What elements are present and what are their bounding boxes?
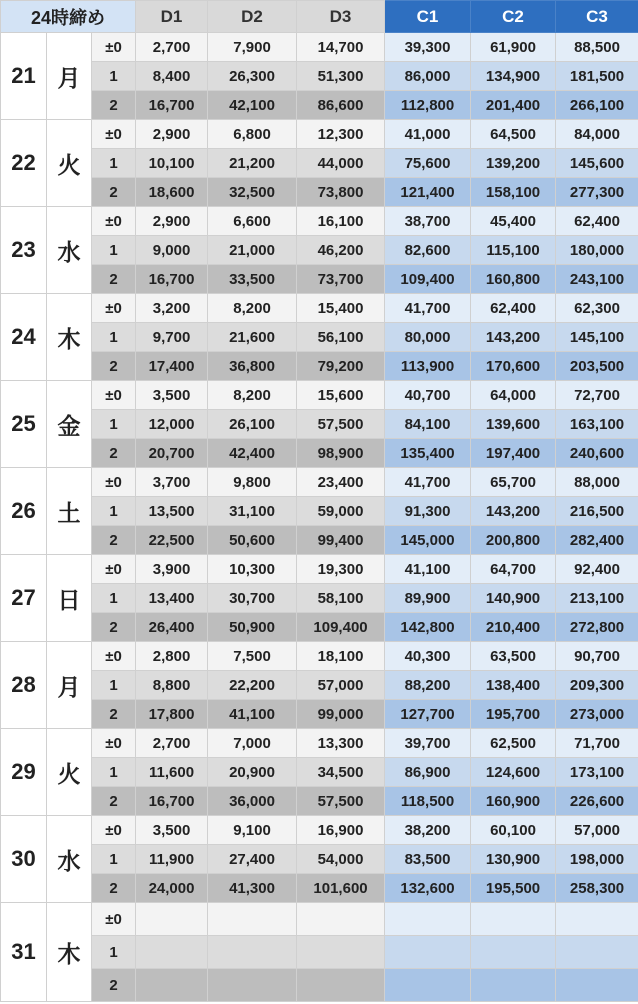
day-of-week: 水: [47, 816, 92, 903]
cell-c1: [385, 903, 471, 936]
cell-d3: 109,400: [297, 613, 385, 642]
table-row: [1, 936, 638, 969]
cell-c3: 90,700: [556, 642, 638, 671]
table-row: [1, 33, 638, 62]
offset-label: 1: [92, 845, 136, 874]
offset-label: ±0: [92, 903, 136, 936]
cell-d2: 42,100: [208, 91, 297, 120]
day-of-week: 日: [47, 555, 92, 642]
day-number: 31: [1, 903, 47, 1002]
cell-c1: 75,600: [385, 149, 471, 178]
cell-d3: 13,300: [297, 729, 385, 758]
cell-d2: 6,600: [208, 207, 297, 236]
cell-d2: 31,100: [208, 497, 297, 526]
cell-c2: 197,400: [471, 439, 556, 468]
cell-c1: 135,400: [385, 439, 471, 468]
cell-c2: 115,100: [471, 236, 556, 265]
cell-d1: 22,500: [136, 526, 208, 555]
offset-label: 2: [92, 969, 136, 1002]
cell-d1: 9,700: [136, 323, 208, 352]
cell-c1: 41,100: [385, 555, 471, 584]
table-row: [1, 613, 638, 642]
table-row: [1, 700, 638, 729]
cell-d3: 99,400: [297, 526, 385, 555]
cell-c2: 45,400: [471, 207, 556, 236]
day-of-week: 水: [47, 207, 92, 294]
cell-d1: 3,500: [136, 381, 208, 410]
cell-c3: 243,100: [556, 265, 638, 294]
cell-d1: 24,000: [136, 874, 208, 903]
table-row: [1, 62, 638, 91]
day-of-week: 火: [47, 120, 92, 207]
offset-label: 2: [92, 874, 136, 903]
cell-d2: 41,100: [208, 700, 297, 729]
cell-d1: 13,500: [136, 497, 208, 526]
cell-c3: 62,400: [556, 207, 638, 236]
cell-d3: 58,100: [297, 584, 385, 613]
table-body: [1, 33, 638, 1002]
cell-d1: [136, 969, 208, 1002]
offset-label: 1: [92, 758, 136, 787]
table-row: [1, 207, 638, 236]
cell-d3: 15,400: [297, 294, 385, 323]
table-row: [1, 381, 638, 410]
cell-d3: 59,000: [297, 497, 385, 526]
cell-c1: 86,000: [385, 62, 471, 91]
offset-label: 2: [92, 526, 136, 555]
cell-d2: 10,300: [208, 555, 297, 584]
cell-c3: 62,300: [556, 294, 638, 323]
cell-c3: [556, 969, 638, 1002]
cell-d2: 26,100: [208, 410, 297, 439]
cell-c3: 71,700: [556, 729, 638, 758]
cell-d2: 21,600: [208, 323, 297, 352]
cell-d1: 2,800: [136, 642, 208, 671]
offset-label: 1: [92, 671, 136, 700]
cell-d2: 20,900: [208, 758, 297, 787]
table-row: [1, 758, 638, 787]
cell-c3: 266,100: [556, 91, 638, 120]
cell-c3: 240,600: [556, 439, 638, 468]
cell-d2: 21,000: [208, 236, 297, 265]
cell-c2: 138,400: [471, 671, 556, 700]
table-row: [1, 265, 638, 294]
offset-label: ±0: [92, 816, 136, 845]
cell-d1: 3,200: [136, 294, 208, 323]
day-of-week: 木: [47, 294, 92, 381]
cell-c2: 160,800: [471, 265, 556, 294]
offset-label: 2: [92, 352, 136, 381]
cell-d2: 22,200: [208, 671, 297, 700]
column-header-d3: D3: [297, 1, 385, 33]
offset-label: 2: [92, 700, 136, 729]
cell-c2: 170,600: [471, 352, 556, 381]
table-row: [1, 671, 638, 700]
cell-c3: 282,400: [556, 526, 638, 555]
cell-c1: 91,300: [385, 497, 471, 526]
cell-d2: 8,200: [208, 381, 297, 410]
cell-c2: 60,100: [471, 816, 556, 845]
cell-d3: [297, 969, 385, 1002]
offset-label: ±0: [92, 729, 136, 758]
cell-d1: 16,700: [136, 265, 208, 294]
cell-c2: 210,400: [471, 613, 556, 642]
day-number: 25: [1, 381, 47, 468]
cell-d2: 6,800: [208, 120, 297, 149]
cell-c1: 112,800: [385, 91, 471, 120]
cell-c3: 163,100: [556, 410, 638, 439]
offset-label: 2: [92, 178, 136, 207]
cell-d1: 16,700: [136, 787, 208, 816]
cell-c1: 109,400: [385, 265, 471, 294]
cell-c3: 277,300: [556, 178, 638, 207]
cell-d1: 2,700: [136, 729, 208, 758]
offset-label: ±0: [92, 555, 136, 584]
cell-d3: 57,500: [297, 410, 385, 439]
cell-c2: 201,400: [471, 91, 556, 120]
cell-d2: 7,500: [208, 642, 297, 671]
cell-c2: 63,500: [471, 642, 556, 671]
table-row: [1, 526, 638, 555]
cell-d1: [136, 903, 208, 936]
cell-d3: 18,100: [297, 642, 385, 671]
day-number: 22: [1, 120, 47, 207]
column-header-c2: C2: [471, 1, 556, 33]
cell-d1: 16,700: [136, 91, 208, 120]
cell-c2: 62,400: [471, 294, 556, 323]
cell-d3: 86,600: [297, 91, 385, 120]
cell-d1: 3,900: [136, 555, 208, 584]
offset-label: 2: [92, 787, 136, 816]
cell-d2: [208, 903, 297, 936]
cell-d2: 36,000: [208, 787, 297, 816]
table-row: [1, 294, 638, 323]
cell-c2: [471, 936, 556, 969]
cell-d3: 51,300: [297, 62, 385, 91]
cell-c3: 88,000: [556, 468, 638, 497]
cell-c1: 38,200: [385, 816, 471, 845]
cell-d3: 15,600: [297, 381, 385, 410]
table-row: [1, 149, 638, 178]
cell-c2: 61,900: [471, 33, 556, 62]
table-row: [1, 439, 638, 468]
cell-c1: 118,500: [385, 787, 471, 816]
cell-c3: 145,600: [556, 149, 638, 178]
corner-header: 24時締め: [1, 1, 136, 33]
column-header-d1: D1: [136, 1, 208, 33]
cell-d3: 19,300: [297, 555, 385, 584]
day-of-week: 月: [47, 642, 92, 729]
cell-d3: 46,200: [297, 236, 385, 265]
cell-c1: 80,000: [385, 323, 471, 352]
cell-c2: 64,000: [471, 381, 556, 410]
cell-c1: 41,700: [385, 468, 471, 497]
table-row: [1, 816, 638, 845]
cell-c3: 88,500: [556, 33, 638, 62]
table-row: [1, 323, 638, 352]
day-of-week: 土: [47, 468, 92, 555]
cell-c1: 142,800: [385, 613, 471, 642]
cell-d1: 2,700: [136, 33, 208, 62]
cell-c2: 64,700: [471, 555, 556, 584]
cell-c1: 38,700: [385, 207, 471, 236]
cell-d2: 42,400: [208, 439, 297, 468]
cell-d1: 8,400: [136, 62, 208, 91]
cell-d1: 10,100: [136, 149, 208, 178]
table-row: [1, 468, 638, 497]
cell-d3: [297, 903, 385, 936]
cell-c3: 226,600: [556, 787, 638, 816]
cell-c2: 130,900: [471, 845, 556, 874]
cell-c3: 272,800: [556, 613, 638, 642]
offset-label: 1: [92, 62, 136, 91]
cell-d2: 50,900: [208, 613, 297, 642]
table-row: [1, 91, 638, 120]
table-row: [1, 845, 638, 874]
cell-d1: 17,800: [136, 700, 208, 729]
cell-d3: 23,400: [297, 468, 385, 497]
cell-d1: 8,800: [136, 671, 208, 700]
cell-c1: 86,900: [385, 758, 471, 787]
cell-c1: 40,700: [385, 381, 471, 410]
cell-d3: 14,700: [297, 33, 385, 62]
day-of-week: 木: [47, 903, 92, 1002]
table-row: [1, 555, 638, 584]
cell-d3: 99,000: [297, 700, 385, 729]
cell-d3: 12,300: [297, 120, 385, 149]
header-row: [1, 1, 638, 33]
cell-d2: 26,300: [208, 62, 297, 91]
cell-c2: 195,500: [471, 874, 556, 903]
cell-c1: 132,600: [385, 874, 471, 903]
cell-d1: 11,900: [136, 845, 208, 874]
cell-c1: 121,400: [385, 178, 471, 207]
cell-d2: 41,300: [208, 874, 297, 903]
cell-c2: 143,200: [471, 323, 556, 352]
cell-c2: 200,800: [471, 526, 556, 555]
offset-label: 1: [92, 149, 136, 178]
cell-c2: 139,600: [471, 410, 556, 439]
table-row: [1, 236, 638, 265]
cell-d2: 50,600: [208, 526, 297, 555]
cell-c3: 84,000: [556, 120, 638, 149]
cell-d3: 73,700: [297, 265, 385, 294]
cell-c3: 173,100: [556, 758, 638, 787]
table-row: [1, 497, 638, 526]
cell-c2: 139,200: [471, 149, 556, 178]
cell-c3: 216,500: [556, 497, 638, 526]
cell-c3: 57,000: [556, 816, 638, 845]
cell-c3: 181,500: [556, 62, 638, 91]
day-of-week: 火: [47, 729, 92, 816]
cell-c2: 158,100: [471, 178, 556, 207]
cell-c1: 88,200: [385, 671, 471, 700]
table-row: [1, 874, 638, 903]
cell-c2: 62,500: [471, 729, 556, 758]
offset-label: 2: [92, 439, 136, 468]
day-number: 29: [1, 729, 47, 816]
cell-d1: 17,400: [136, 352, 208, 381]
cell-c1: [385, 969, 471, 1002]
cell-c3: 180,000: [556, 236, 638, 265]
offset-label: 2: [92, 613, 136, 642]
table-row: [1, 120, 638, 149]
cell-c1: 41,700: [385, 294, 471, 323]
cell-c2: 140,900: [471, 584, 556, 613]
day-of-week: 月: [47, 33, 92, 120]
cell-d2: 21,200: [208, 149, 297, 178]
day-number: 30: [1, 816, 47, 903]
cell-d2: 27,400: [208, 845, 297, 874]
cell-d2: 33,500: [208, 265, 297, 294]
cell-d2: 32,500: [208, 178, 297, 207]
cell-c1: 84,100: [385, 410, 471, 439]
cell-d1: 3,700: [136, 468, 208, 497]
offset-label: ±0: [92, 294, 136, 323]
cell-d1: 3,500: [136, 816, 208, 845]
offset-label: 1: [92, 584, 136, 613]
cell-d1: 12,000: [136, 410, 208, 439]
column-header-d2: D2: [208, 1, 297, 33]
day-number: 24: [1, 294, 47, 381]
cell-d1: [136, 936, 208, 969]
day-number: 23: [1, 207, 47, 294]
cell-c2: 143,200: [471, 497, 556, 526]
cell-c3: 258,300: [556, 874, 638, 903]
cell-d1: 9,000: [136, 236, 208, 265]
cell-d1: 2,900: [136, 207, 208, 236]
cell-d2: 8,200: [208, 294, 297, 323]
cell-c1: 82,600: [385, 236, 471, 265]
cell-d2: 30,700: [208, 584, 297, 613]
cell-c2: 160,900: [471, 787, 556, 816]
offset-label: 1: [92, 936, 136, 969]
cell-c1: 41,000: [385, 120, 471, 149]
cell-d2: 7,900: [208, 33, 297, 62]
offset-label: 1: [92, 497, 136, 526]
cell-c3: 92,400: [556, 555, 638, 584]
column-header-c3: C3: [556, 1, 638, 33]
cell-d3: 57,000: [297, 671, 385, 700]
cell-d3: 57,500: [297, 787, 385, 816]
cell-c1: 113,900: [385, 352, 471, 381]
cell-c2: [471, 969, 556, 1002]
cell-d2: [208, 969, 297, 1002]
offset-label: ±0: [92, 381, 136, 410]
cell-d3: 101,600: [297, 874, 385, 903]
cell-d2: 9,100: [208, 816, 297, 845]
day-of-week: 金: [47, 381, 92, 468]
cell-d2: 36,800: [208, 352, 297, 381]
cell-d3: 54,000: [297, 845, 385, 874]
cell-d3: 44,000: [297, 149, 385, 178]
offset-label: ±0: [92, 207, 136, 236]
cell-c1: 89,900: [385, 584, 471, 613]
cell-d3: 16,900: [297, 816, 385, 845]
cell-d3: 16,100: [297, 207, 385, 236]
cell-d2: 7,000: [208, 729, 297, 758]
cell-c1: 39,700: [385, 729, 471, 758]
cell-c2: 195,700: [471, 700, 556, 729]
cell-c2: [471, 903, 556, 936]
cell-d3: 98,900: [297, 439, 385, 468]
cell-d3: [297, 936, 385, 969]
offset-label: ±0: [92, 468, 136, 497]
cell-d1: 2,900: [136, 120, 208, 149]
cell-c3: [556, 903, 638, 936]
cell-c3: 198,000: [556, 845, 638, 874]
offset-label: 1: [92, 323, 136, 352]
table-row: [1, 642, 638, 671]
cell-d1: 18,600: [136, 178, 208, 207]
cell-d3: 73,800: [297, 178, 385, 207]
column-header-c1: C1: [385, 1, 471, 33]
cell-c2: 124,600: [471, 758, 556, 787]
cell-c3: 145,100: [556, 323, 638, 352]
day-number: 28: [1, 642, 47, 729]
day-number: 26: [1, 468, 47, 555]
cell-d2: 9,800: [208, 468, 297, 497]
table-row: [1, 729, 638, 758]
offset-label: 1: [92, 236, 136, 265]
cell-c3: 213,100: [556, 584, 638, 613]
offset-label: 1: [92, 410, 136, 439]
table-row: [1, 352, 638, 381]
cell-d2: [208, 936, 297, 969]
cell-c1: 40,300: [385, 642, 471, 671]
offset-label: 2: [92, 265, 136, 294]
day-number: 27: [1, 555, 47, 642]
cell-d1: 26,400: [136, 613, 208, 642]
cell-c3: 72,700: [556, 381, 638, 410]
cell-c3: 203,500: [556, 352, 638, 381]
cell-d1: 11,600: [136, 758, 208, 787]
cell-d3: 79,200: [297, 352, 385, 381]
cell-c1: [385, 936, 471, 969]
cell-c2: 134,900: [471, 62, 556, 91]
day-number: 21: [1, 33, 47, 120]
cell-d1: 20,700: [136, 439, 208, 468]
cell-c3: 273,000: [556, 700, 638, 729]
table-row: [1, 903, 638, 936]
cell-c1: 145,000: [385, 526, 471, 555]
cell-c2: 65,700: [471, 468, 556, 497]
table-row: [1, 969, 638, 1002]
cell-c1: 83,500: [385, 845, 471, 874]
offset-label: ±0: [92, 120, 136, 149]
cell-c2: 64,500: [471, 120, 556, 149]
cell-d3: 56,100: [297, 323, 385, 352]
table-row: [1, 584, 638, 613]
cell-c1: 127,700: [385, 700, 471, 729]
cell-c1: 39,300: [385, 33, 471, 62]
offset-label: ±0: [92, 642, 136, 671]
cell-d3: 34,500: [297, 758, 385, 787]
cell-c3: [556, 936, 638, 969]
table-row: [1, 410, 638, 439]
cell-c3: 209,300: [556, 671, 638, 700]
cell-d1: 13,400: [136, 584, 208, 613]
table-row: [1, 787, 638, 816]
offset-label: 2: [92, 91, 136, 120]
table-row: [1, 178, 638, 207]
offset-label: ±0: [92, 33, 136, 62]
